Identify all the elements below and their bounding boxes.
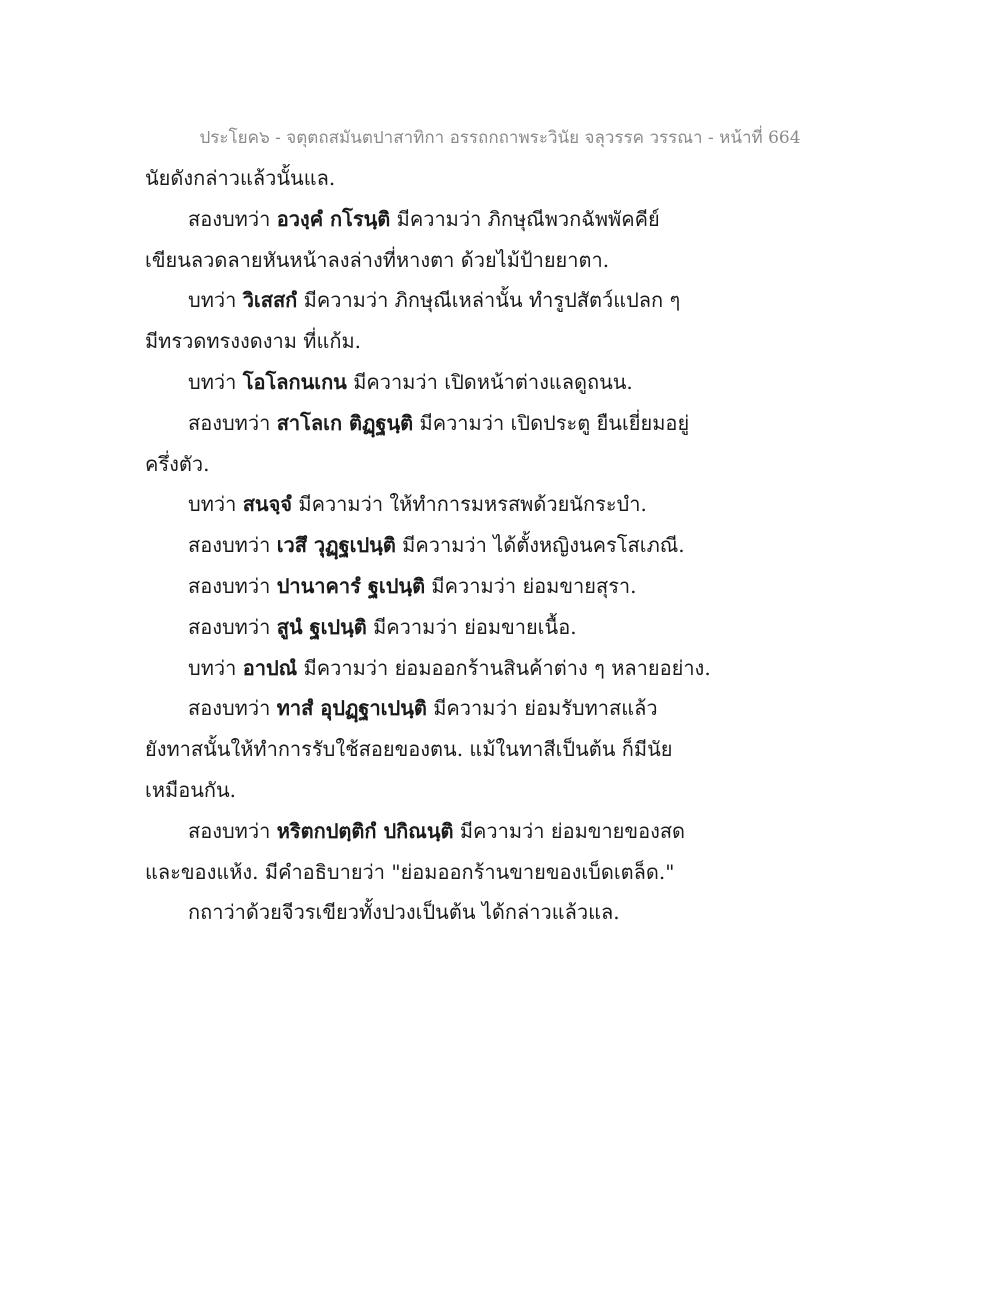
pali-term: หริตกปตฺติกํ ปกิณนฺติ <box>276 818 454 843</box>
text-segment: มีทรวดทรงงดงาม ที่แก้ม. <box>145 329 362 354</box>
pali-term: สนจฺจํ <box>242 492 293 517</box>
body-text <box>145 158 855 933</box>
pali-term: ทาสํ อุปฏฺฐาเปนฺติ <box>276 696 427 721</box>
text-segment: บทว่า <box>188 288 243 313</box>
text-line <box>145 729 855 770</box>
running-header-text: ประโยค๖ - จตุตถสมันตปาสาทิกา อรรถกถาพระวินัย จลุวรรค วรรณา - หน้าที่ 664 <box>199 128 801 148</box>
text-line <box>145 280 855 321</box>
text-segment: มีความว่า เปิดหน้าต่างแลดูถนน. <box>346 369 633 394</box>
pali-term: สูนํ ฐเปนฺติ <box>276 614 367 639</box>
text-segment: มีความว่า เปิดประตู ยืนเยี่ยมอยู่ <box>413 410 690 435</box>
running-header <box>0 124 1000 151</box>
text-segment: บทว่า <box>188 655 243 680</box>
text-line <box>145 240 855 281</box>
text-segment: นัยดังกล่าวแล้วนั้นแล. <box>145 166 336 190</box>
text-segment: กถาว่าด้วยจีวรเขียวทั้งปวงเป็นต้น ได้กล่าวแล้วแล. <box>188 900 620 925</box>
pali-term: เวสึ วุฏฺฐเปนฺติ <box>276 533 396 558</box>
text-segment: สองบทว่า <box>188 410 277 435</box>
text-line <box>145 811 855 852</box>
text-segment: มีความว่า ภิกษุณีเหล่านั้น ทำรูปสัตว์แปลก ๆ <box>297 288 681 313</box>
text-line <box>145 484 855 525</box>
text-line <box>145 648 855 689</box>
text-segment: มีความว่า ภิกษุณีพวกฉัพพัคคีย์ <box>390 206 660 231</box>
text-line <box>145 852 855 893</box>
pali-term: สาโลเก ติฏฺฐนฺติ <box>276 410 414 435</box>
text-segment: ยังทาสนั้นให้ทำการรับใช้สอยของตน. แม้ในทาสีเป็นต้น ก็มีนัย <box>145 737 673 762</box>
text-segment: สองบทว่า <box>188 818 277 843</box>
text-segment: มีความว่า ย่อมออกร้านสินค้าต่าง ๆ หลายอย่าง. <box>297 655 711 680</box>
text-segment: มีความว่า ย่อมขายของสด <box>453 818 686 843</box>
text-line <box>145 362 855 403</box>
text-line <box>145 566 855 607</box>
text-line <box>145 199 855 240</box>
pali-term: อวงฺคํ กโรนฺติ <box>276 206 391 231</box>
text-segment: มีความว่า ย่อมขายสุรา. <box>425 573 637 598</box>
pali-term: โอโลกนเกน <box>242 369 347 394</box>
text-segment: สองบทว่า <box>188 573 277 598</box>
text-segment: มีความว่า ให้ทำการมหรสพด้วยนักระบำ. <box>292 492 647 517</box>
pali-term: วิเสสกํ <box>242 288 298 313</box>
text-line <box>145 607 855 648</box>
text-segment: บทว่า <box>188 369 243 394</box>
text-segment: สองบทว่า <box>188 533 277 558</box>
pali-term: ปานาคารํ ฐเปนฺติ <box>276 573 426 598</box>
text-segment: มีความว่า ย่อมขายเนื้อ. <box>366 614 577 639</box>
text-segment: สองบทว่า <box>188 206 277 231</box>
text-line <box>145 403 855 444</box>
text-segment: ครึ่งตัว. <box>145 451 210 476</box>
text-line <box>145 525 855 566</box>
text-segment: มีความว่า ได้ตั้งหญิงนครโสเภณี. <box>395 533 685 558</box>
text-line <box>145 892 855 933</box>
text-segment: บทว่า <box>188 492 243 517</box>
text-segment: มีความว่า ย่อมรับทาสแล้ว <box>426 696 658 721</box>
text-line <box>145 158 855 199</box>
text-line <box>145 688 855 729</box>
text-segment: สองบทว่า <box>188 696 277 721</box>
text-segment: เขียนลวดลายหันหน้าลงล่างที่หางตา ด้วยไม้ป้ายยาตา. <box>145 247 610 272</box>
text-line <box>145 444 855 485</box>
text-segment: สองบทว่า <box>188 614 277 639</box>
text-segment: และของแห้ง. มีคำอธิบายว่า "ย่อมออกร้านขายของเบ็ดเตล็ด." <box>145 859 675 884</box>
pali-term: อาปณํ <box>242 655 298 680</box>
text-line <box>145 770 855 811</box>
text-segment: เหมือนกัน. <box>145 777 237 802</box>
text-line <box>145 321 855 362</box>
